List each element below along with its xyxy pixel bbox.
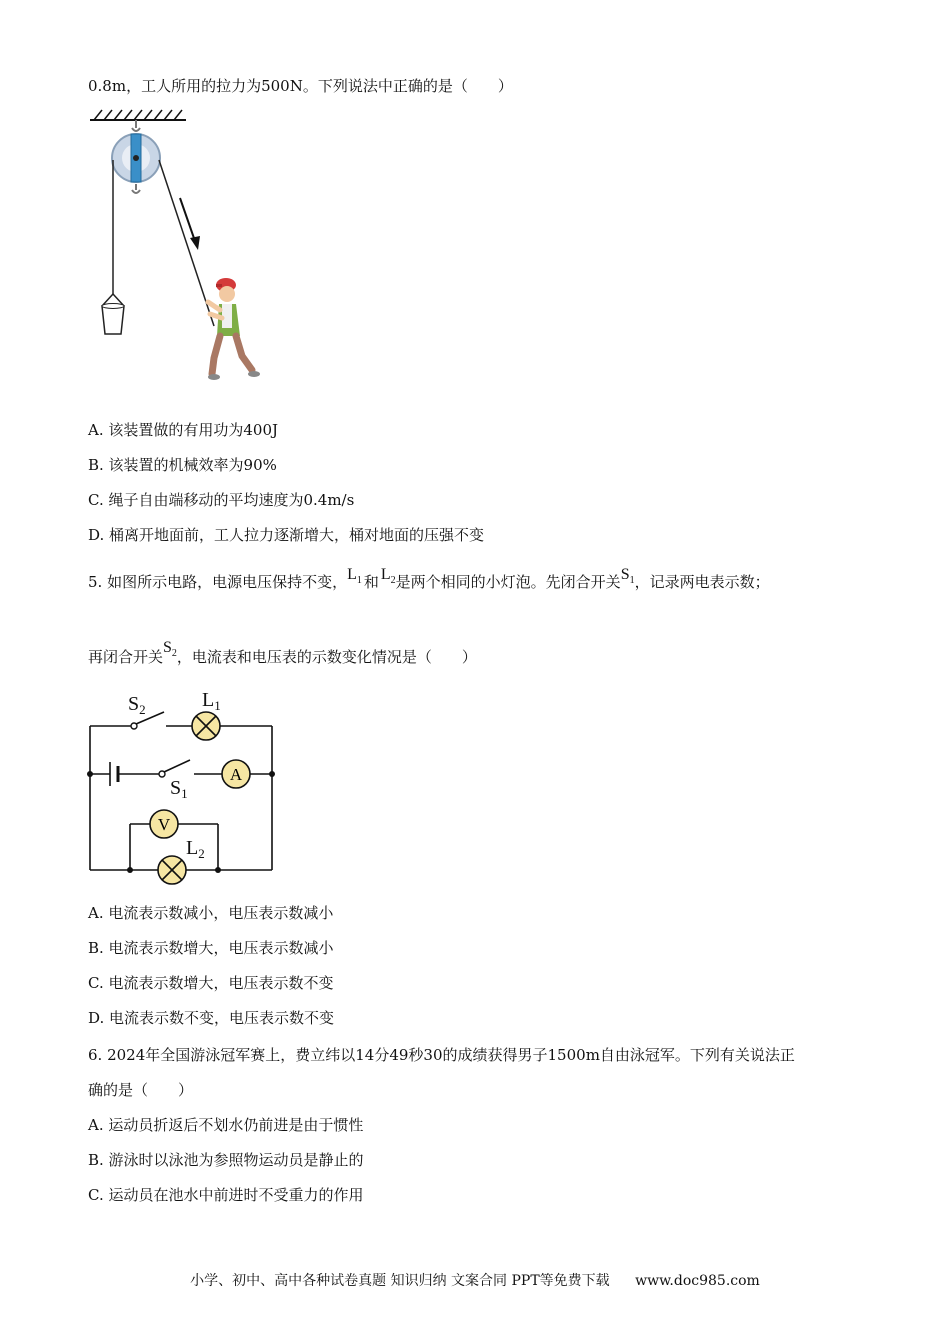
q6-option-a: A. 运动员折返后不划水仍前进是由于惯性 — [88, 1116, 364, 1134]
q5-stem-line1 — [88, 566, 770, 595]
q5-option-b: B. 电流表示数增大，电压表示数减小 — [88, 939, 334, 957]
footer-url[interactable]: www.doc985.com — [635, 1273, 760, 1289]
circuit-diagram — [84, 686, 284, 890]
q4-stem-tail: 0.8m，工人所用的拉力为500N。下列说法中正确的是（ ） — [88, 77, 513, 95]
q5-stem-line2 — [88, 639, 477, 670]
q4-option-b: B. 该装置的机械效率为90% — [88, 456, 277, 474]
pull-arrow-icon — [190, 236, 200, 250]
q5-s1: $S_1$ — [620, 566, 635, 586]
footer-text: 小学、初中、高中各种试卷真题 知识归纳 文案合同 PPT等免费下载 — [190, 1273, 610, 1289]
q5-l1: $L_1$ — [347, 566, 362, 586]
q6-option-c: C. 运动员在池水中前进时不受重力的作用 — [88, 1186, 364, 1204]
voltmeter-label: V — [157, 815, 171, 834]
q5-and: 和 — [363, 573, 379, 591]
q5-stem-part3: ，记录两电表示数； — [634, 573, 770, 591]
q5-stem-part1: 5. 如图所示电路，电源电压保持不变， — [88, 573, 348, 591]
q6-option-b: B. 游泳时以泳池为参照物运动员是静止的 — [88, 1151, 364, 1169]
q4-option-d: D. 桶离开地面前，工人拉力逐渐增大，桶对地面的压强不变 — [88, 526, 485, 544]
q5-option-c: C. 电流表示数增大，电压表示数不变 — [88, 974, 334, 992]
q5-stem-line2-part1: 再闭合开关 — [88, 648, 164, 666]
pulley-figure — [86, 104, 266, 384]
q5-stem-part2: 是两个相同的小灯泡。先闭合开关 — [395, 573, 621, 591]
ammeter-label: A — [229, 765, 243, 784]
circuit-s1-label: $S_1$ — [170, 777, 188, 801]
circuit-l2-label: $L_2$ — [186, 837, 205, 861]
lamp-l2-icon — [158, 856, 186, 884]
worker-figure — [208, 278, 260, 380]
circuit-s2-label: $S_2$ — [128, 693, 146, 717]
q5-option-d: D. 电流表示数不变，电压表示数不变 — [88, 1009, 335, 1027]
lamp-l1-icon — [192, 712, 220, 740]
q4-option-a: A. 该装置做的有用功为400J — [88, 421, 279, 439]
bucket-icon — [102, 306, 124, 334]
q5-s2: $S_2$ — [163, 639, 177, 659]
q5-stem-line2-part2: ，电流表和电压表的示数变化情况是（ ） — [176, 648, 477, 666]
q4-option-c: C. 绳子自由端移动的平均速度为0.4m/s — [88, 491, 355, 509]
circuit-l1-label: $L_1$ — [202, 689, 221, 713]
page-footer — [0, 1270, 950, 1290]
q5-option-a: A. 电流表示数减小，电压表示数减小 — [88, 904, 334, 922]
q6-stem-line2: 确的是（ ） — [88, 1081, 194, 1099]
q6-stem-line1: 6. 2024年全国游泳冠军赛上，费立纬以14分49秒30的成绩获得男子1500m自由泳冠军。下列有关说法正 — [88, 1046, 795, 1064]
q5-l2: $L_2$ — [380, 566, 396, 586]
